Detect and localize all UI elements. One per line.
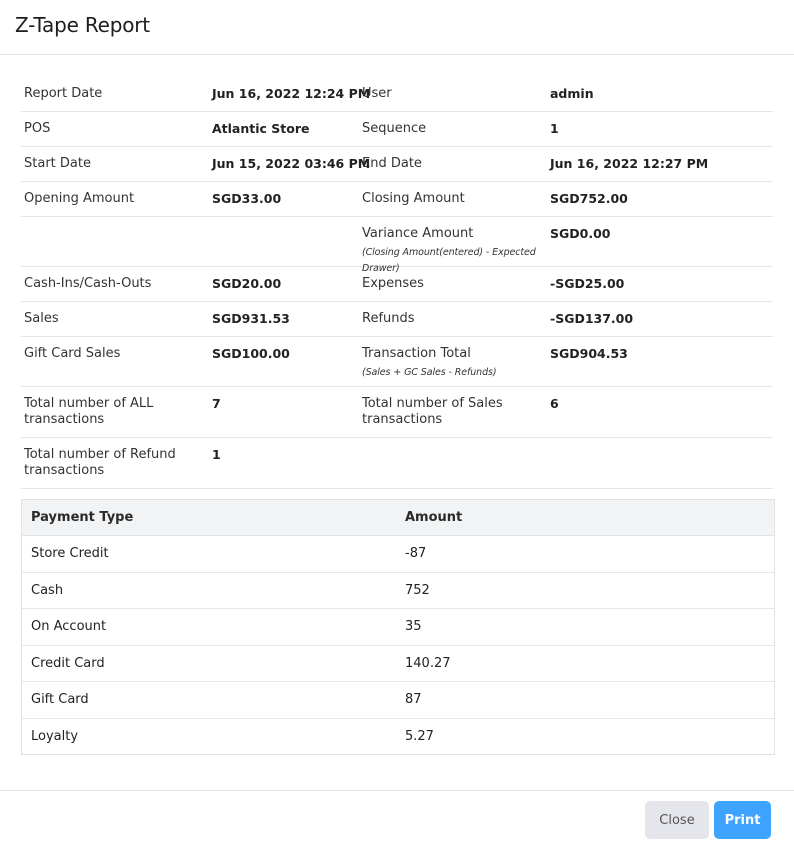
info-label-right: End Date <box>362 156 422 171</box>
info-value-left: 7 <box>212 396 221 411</box>
info-label-right: Expenses <box>362 276 424 291</box>
payment-amount-cell: -87 <box>405 546 427 561</box>
payment-row <box>22 718 774 755</box>
info-value-right: SGD0.00 <box>550 226 611 241</box>
amount-column-header: Amount <box>405 510 463 525</box>
info-label-left: Gift Card Sales <box>24 346 121 361</box>
payment-type-column-header: Payment Type <box>31 510 134 525</box>
modal-header <box>0 0 794 55</box>
info-row <box>21 267 773 302</box>
info-row <box>21 337 773 387</box>
payment-amount-cell: 5.27 <box>405 728 434 744</box>
formula-note: (Sales + GC Sales - Refunds) <box>362 367 497 378</box>
payment-amount-cell: 87 <box>405 692 422 707</box>
info-label-right <box>362 346 537 381</box>
payment-type-cell: On Account <box>31 619 107 634</box>
payment-row <box>22 536 774 572</box>
payment-type-cell: Gift Card <box>31 692 89 707</box>
info-label-left: Cash-Ins/Cash-Outs <box>24 276 152 291</box>
info-row <box>21 217 773 274</box>
info-label-left: Report Date <box>24 86 103 101</box>
info-value-right: admin <box>550 86 594 101</box>
payment-types-table <box>21 499 775 755</box>
info-label-right-text: Variance Amount <box>362 226 474 241</box>
info-value-right: 6 <box>550 396 559 411</box>
info-value-left: 1 <box>212 447 221 462</box>
info-row <box>21 112 773 147</box>
payment-type-cell: Cash <box>31 582 64 598</box>
formula-note: (Closing Amount(entered) - Expected Drawer) <box>362 247 536 274</box>
info-label-left: Total number of ALL transactions <box>24 396 154 427</box>
close-button[interactable]: Close <box>645 801 709 839</box>
modal-title: Z-Tape Report <box>15 13 150 37</box>
info-label-left: Start Date <box>24 156 91 171</box>
info-value-left: SGD931.53 <box>212 311 290 326</box>
info-value-right: 1 <box>550 121 559 136</box>
payment-type-cell: Loyalty <box>31 728 79 744</box>
payment-amount-cell: 752 <box>405 582 430 598</box>
info-value-left: Jun 15, 2022 03:46 PM <box>212 156 371 171</box>
info-value-right: SGD904.53 <box>550 346 628 361</box>
info-value-left: SGD20.00 <box>212 276 282 291</box>
payment-row <box>22 645 774 682</box>
info-row <box>21 147 773 182</box>
info-value-right: -SGD137.00 <box>550 311 634 326</box>
info-label-right-text: Transaction Total <box>362 346 471 361</box>
info-label-right: Sequence <box>362 121 427 136</box>
info-value-left: SGD33.00 <box>212 191 282 206</box>
info-value-left: Jun 16, 2022 12:24 PM <box>212 86 371 101</box>
info-label-left: Opening Amount <box>24 191 135 206</box>
payment-row <box>22 572 774 609</box>
print-button[interactable]: Print <box>714 801 771 839</box>
payment-row <box>22 608 774 645</box>
info-row <box>21 77 773 112</box>
info-value-right: -SGD25.00 <box>550 276 625 291</box>
info-row <box>21 438 773 489</box>
payment-type-cell: Credit Card <box>31 655 105 671</box>
info-value-left: SGD100.00 <box>212 346 290 361</box>
info-label-left: Total number of Refund transactions <box>24 447 176 478</box>
payment-table-header <box>22 500 774 536</box>
payment-amount-cell: 140.27 <box>405 655 451 671</box>
payment-type-cell: Store Credit <box>31 546 109 561</box>
info-value-right: SGD752.00 <box>550 191 628 206</box>
info-row <box>21 302 773 337</box>
modal-footer <box>0 790 794 855</box>
info-row <box>21 387 773 438</box>
report-info-grid <box>21 77 773 489</box>
info-row <box>21 182 773 217</box>
info-value-left: Atlantic Store <box>212 121 310 136</box>
info-value-right: Jun 16, 2022 12:27 PM <box>550 156 709 171</box>
info-label-left: Sales <box>24 311 59 326</box>
info-label-left: POS <box>24 121 51 136</box>
payment-row <box>22 681 774 718</box>
info-label-right: Refunds <box>362 311 415 326</box>
payment-amount-cell: 35 <box>405 619 422 634</box>
info-label-right: Closing Amount <box>362 191 465 206</box>
info-label-right: User <box>362 86 392 101</box>
info-label-right: Total number of Sales transactions <box>362 396 503 427</box>
